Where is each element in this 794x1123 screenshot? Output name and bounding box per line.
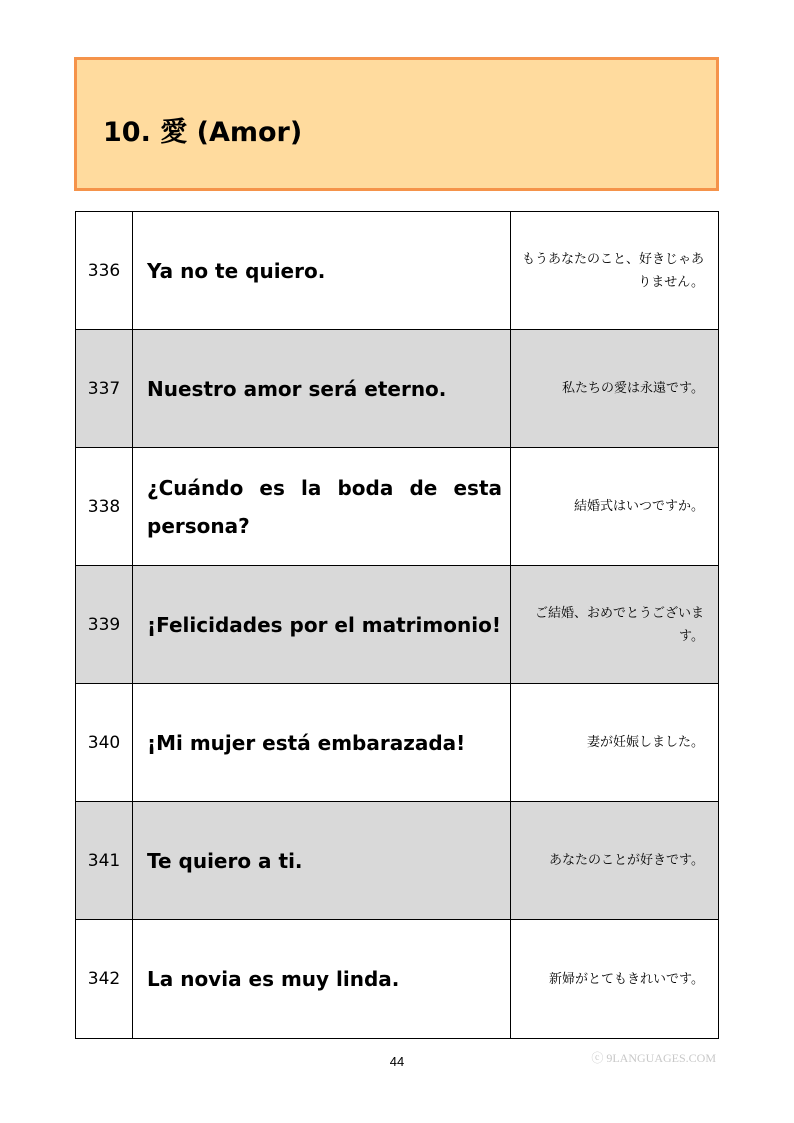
japanese-phrase: もうあなたのこと、好きじゃありません。 (521, 251, 704, 290)
chapter-title: 10. 愛 (Amor) (103, 117, 303, 148)
spanish-phrase: ¡Mi mujer está embarazada! (133, 684, 511, 801)
chapter-header (74, 57, 719, 191)
page-number: 44 (389, 1054, 405, 1069)
phrase-number: 342 (76, 920, 133, 1038)
table-row (76, 330, 718, 448)
japanese-phrase: あなたのことが好きです。 (549, 853, 704, 868)
phrase-number: 337 (76, 330, 133, 447)
watermark: ⓒ 9LANGUAGES.COM (591, 1051, 716, 1065)
japanese-phrase: 私たちの愛は永遠です。 (562, 381, 704, 396)
spanish-phrase: ¡Felicidades por el matrimonio! (133, 566, 511, 683)
japanese-phrase: 新婦がとてもきれいです。 (549, 971, 704, 987)
phrase-number: 340 (76, 684, 133, 801)
spanish-phrase: Ya no te quiero. (133, 212, 511, 329)
table-row (76, 448, 718, 566)
spanish-phrase: Te quiero a ti. (133, 802, 511, 919)
table-row (76, 802, 718, 920)
phrase-number: 336 (76, 212, 133, 329)
table-row (76, 566, 718, 684)
japanese-phrase: ご結婚、おめでとうございます。 (534, 605, 704, 644)
spanish-phrase: La novia es muy linda. (133, 920, 511, 1038)
japanese-phrase: 妻が妊娠しました。 (586, 735, 704, 750)
table-row (76, 920, 718, 1039)
phrase-number: 339 (76, 566, 133, 683)
japanese-phrase: 結婚式はいつですか。 (573, 499, 704, 514)
phrase-number: 341 (76, 802, 133, 919)
phrase-number: 338 (76, 448, 133, 565)
phrase-table (75, 211, 719, 1039)
spanish-phrase: Nuestro amor será eterno. (133, 330, 511, 447)
table-row (76, 684, 718, 802)
spanish-phrase: ¿Cuándo es la boda de esta persona? (133, 448, 511, 565)
table-row (76, 212, 718, 330)
